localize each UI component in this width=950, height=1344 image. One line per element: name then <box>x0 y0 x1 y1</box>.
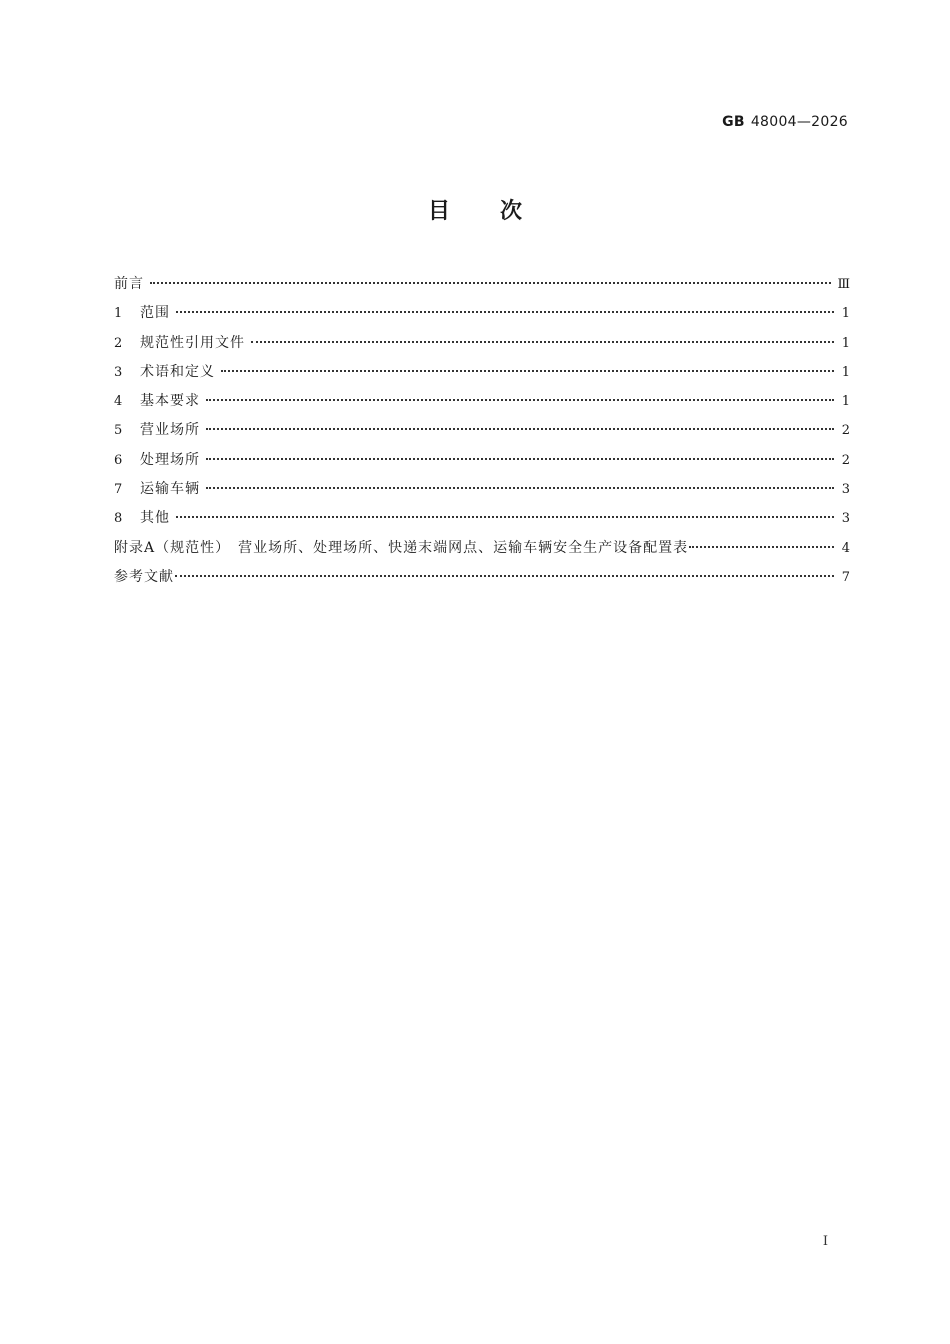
toc-leader <box>150 281 831 284</box>
toc-leader <box>221 369 834 372</box>
toc-entry-label: 术语和定义 <box>140 363 215 380</box>
toc-entry-page: 1 <box>841 394 850 410</box>
toc-entry-bibliography[interactable] <box>114 563 850 592</box>
toc-entry-number: 2 <box>114 335 123 351</box>
toc-title: 目次 <box>427 199 572 224</box>
toc-leader <box>175 574 834 577</box>
toc-entry-page: 2 <box>841 452 850 468</box>
toc-entry-page: 1 <box>841 306 850 322</box>
toc-leader <box>689 545 834 548</box>
toc-entry-processing-sites[interactable] <box>114 446 850 475</box>
toc-entry-number: 6 <box>114 452 123 468</box>
toc-entry-number: 1 <box>114 306 123 322</box>
toc-entry-page: 2 <box>841 423 850 439</box>
toc-entry-number: 4 <box>114 394 123 410</box>
toc-entry-annex-a[interactable] <box>114 534 850 563</box>
toc-entry-label: 参考文献 <box>114 568 174 585</box>
toc-entry-other[interactable] <box>114 504 850 533</box>
toc-entry-number: 3 <box>114 364 123 380</box>
toc-entry-label: 营业场所 <box>140 422 200 439</box>
toc-leader <box>206 398 834 401</box>
toc-leader <box>206 457 834 460</box>
toc-entry-label: 基本要求 <box>140 393 200 410</box>
toc-entry-label: 前言 <box>114 276 144 292</box>
toc-entry-page: 3 <box>841 511 850 527</box>
toc-entry-label: 其他 <box>140 510 170 527</box>
toc-entry-label: 规范性引用文件 <box>140 334 245 351</box>
standard-code <box>722 114 848 130</box>
toc-entry-page: 3 <box>841 482 850 498</box>
toc-entry-label: 附录A（规范性） 营业场所、处理场所、快递末端网点、运输车辆安全生产设备配置表 <box>114 539 689 556</box>
toc-entry-page: 7 <box>841 569 850 585</box>
toc-entry-number: 5 <box>114 423 123 439</box>
toc-entry-normative-references[interactable] <box>114 329 850 358</box>
toc-entry-number: 8 <box>114 511 123 527</box>
toc-entry-page: 1 <box>841 335 850 351</box>
toc-leader <box>206 427 834 430</box>
toc-entry-scope[interactable] <box>114 299 850 328</box>
toc-leader <box>176 515 834 518</box>
toc-leader <box>251 340 834 343</box>
toc-entry-terms-definitions[interactable] <box>114 358 850 387</box>
toc-entry-label: 处理场所 <box>140 451 200 468</box>
toc-entry-number: 7 <box>114 482 123 498</box>
toc-entry-foreword[interactable] <box>114 270 850 299</box>
toc-leader <box>206 486 834 489</box>
toc-leader <box>176 310 834 313</box>
page-number: Ⅰ <box>822 1234 828 1249</box>
toc-entry-page: 4 <box>841 540 850 556</box>
standard-number: 48004—2026 <box>750 114 848 130</box>
toc-entry-basic-requirements[interactable] <box>114 387 850 416</box>
toc-entry-transport-vehicles[interactable] <box>114 475 850 504</box>
toc-entry-label: 范围 <box>140 305 170 322</box>
table-of-contents <box>114 270 850 592</box>
toc-entry-page: Ⅲ <box>837 277 850 292</box>
toc-entry-label: 运输车辆 <box>140 481 200 498</box>
toc-entry-page: 1 <box>841 364 850 380</box>
standard-prefix: GB <box>722 114 745 130</box>
toc-entry-business-premises[interactable] <box>114 416 850 445</box>
